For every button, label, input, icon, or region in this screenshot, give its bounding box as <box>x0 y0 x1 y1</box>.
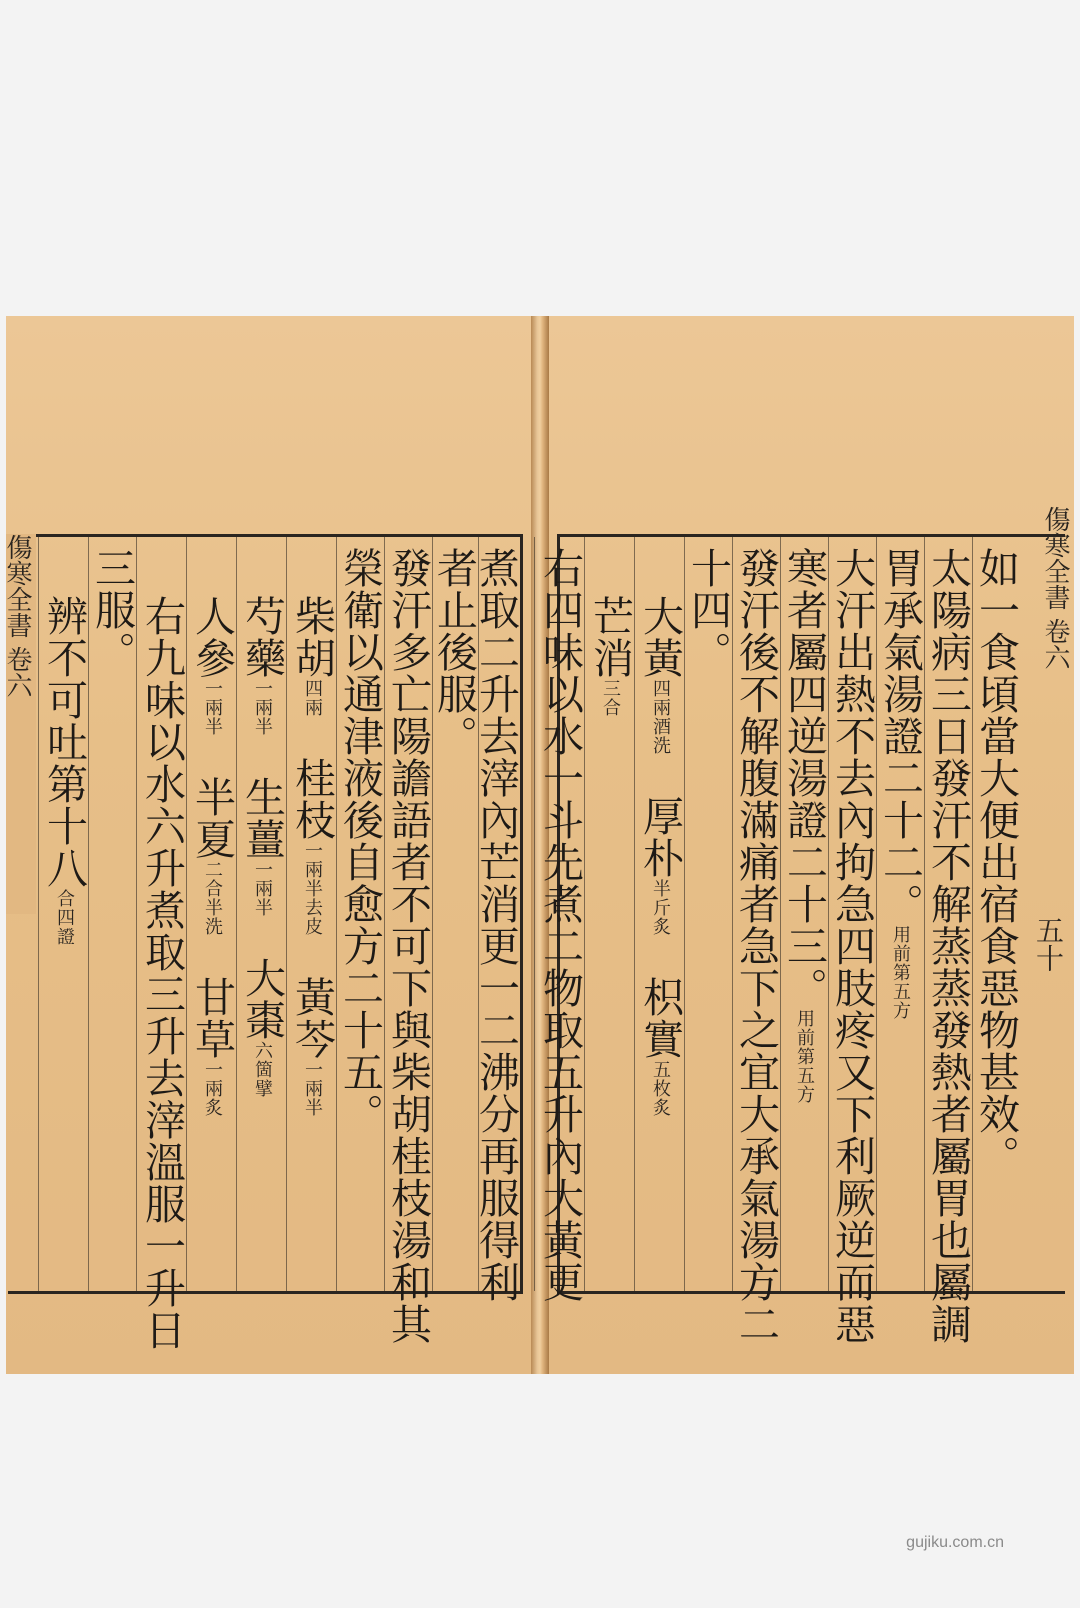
column-text: 發汗後不解腹滿痛者急下之宜大承氣湯方二 <box>732 547 780 1345</box>
text-column <box>924 537 972 1345</box>
ingredient-column <box>634 537 684 1291</box>
text-column <box>336 537 384 1291</box>
ingredient: 厚朴 <box>636 795 684 879</box>
dosage-note: 二合半 <box>202 860 223 917</box>
ingredient-column <box>236 537 286 1291</box>
dosage-note: 一兩半 <box>302 841 323 898</box>
text-column <box>780 537 828 1291</box>
ingredient: 芒消 <box>586 595 634 679</box>
column-text: 如一食頃當大便出宿食惡物甚效。 <box>972 547 1020 1177</box>
column-text: 三服。 <box>88 547 136 673</box>
column-text: 胃承氣湯證二十二。 <box>876 547 924 925</box>
ingredient: 芍藥 <box>238 595 286 679</box>
column-text: 太陽病三日發汗不解蒸蒸發熱者屬胃也屬調 <box>924 547 972 1345</box>
column-text: 榮衛以通津液後自愈方二十五。 <box>336 547 384 1135</box>
ingredient: 生薑 <box>238 776 286 860</box>
text-column <box>88 537 136 1291</box>
ingredient: 人參 <box>188 595 236 679</box>
site-watermark: gujiku.com.cn <box>906 1534 1004 1551</box>
reference-note: 用前第五方 <box>890 925 911 1020</box>
margin-subtitle: 卷六 <box>2 646 32 699</box>
reference-note: 用前第五方 <box>794 1009 815 1104</box>
ingredient-column <box>584 537 634 1291</box>
column-text: 寒者屬四逆湯證二十三。 <box>780 547 828 1009</box>
column-text: 右九味以水六升煮取三升去滓溫服一升日 <box>138 595 186 1351</box>
dosage-note: 一兩 <box>202 1060 223 1098</box>
ingredient: 桂枝 <box>288 757 336 841</box>
column-text: 大汗出熱不去內拘急四肢疼又下利厥逆而惡 <box>828 547 876 1345</box>
text-column <box>384 537 432 1345</box>
dosage-note: 一兩半 <box>252 679 273 736</box>
dosage-note: 洗 <box>202 917 223 936</box>
heading-note: 合四證 <box>54 889 75 946</box>
ingredient: 大黃 <box>636 595 684 679</box>
section-heading <box>38 537 88 1291</box>
ingredient: 柴胡 <box>288 595 336 679</box>
text-column <box>136 537 186 1351</box>
dosage-note: 五枚 <box>650 1060 671 1098</box>
text-column <box>732 537 780 1345</box>
right-page-margin-title <box>1036 506 1074 906</box>
left-page-frame <box>8 534 523 1351</box>
right-page <box>536 316 1074 1374</box>
dosage-note: 去皮 <box>302 898 323 936</box>
dosage-note: 炙 <box>650 917 671 936</box>
left-page <box>2 316 531 1374</box>
ingredient: 大棗 <box>238 957 286 1041</box>
text-column <box>876 537 924 1291</box>
column-text: 發汗多亡陽譫語者不可下與柴胡桂枝湯和其 <box>384 547 432 1345</box>
dosage-note: 炙 <box>202 1098 223 1117</box>
ingredient: 枳實 <box>636 976 684 1060</box>
dosage-note: 酒洗 <box>650 717 671 755</box>
column-text: 者止後服。 <box>430 547 478 757</box>
dosage-note: 炙 <box>650 1098 671 1117</box>
dosage-note: 四兩 <box>650 679 671 717</box>
column-text: 煮取二升去滓內芒消更一二沸分再服得利 <box>472 547 520 1303</box>
margin-title: 傷寒全書 <box>1040 506 1070 610</box>
text-column <box>472 537 520 1303</box>
margin-title: 傷寒全書 <box>2 534 32 638</box>
ingredient: 黃芩 <box>288 976 336 1060</box>
open-book <box>2 316 1074 1374</box>
text-column <box>684 537 732 1291</box>
text-column <box>972 537 1020 1291</box>
dosage-note: 一兩半 <box>252 860 273 917</box>
column-text: 右四味以水一斗先煮二物取五升內大黃更 <box>536 547 584 1303</box>
dosage-note: 一兩半 <box>202 679 223 736</box>
ingredient-column <box>286 537 336 1291</box>
dosage-note: 半斤 <box>650 879 671 917</box>
dosage-note: 三合 <box>600 679 621 717</box>
dosage-note: 四兩 <box>302 679 323 717</box>
text-column <box>828 537 876 1345</box>
ingredient-column <box>186 537 236 1291</box>
ingredient: 半夏 <box>188 776 236 860</box>
left-page-margin-title <box>2 534 36 914</box>
text-column <box>432 537 478 1291</box>
right-page-frame <box>536 534 1065 1345</box>
text-column <box>534 537 584 1303</box>
column-text: 辨不可吐第十八 <box>40 595 88 889</box>
ingredient: 甘草 <box>188 976 236 1060</box>
dosage-note: 擘 <box>252 1079 273 1098</box>
column-text: 十四。 <box>684 547 732 673</box>
dosage-note: 一兩半 <box>302 1060 323 1117</box>
margin-subtitle: 卷六 <box>1040 618 1070 671</box>
dosage-note: 六箇 <box>252 1041 273 1079</box>
folio-number: 五十 <box>1032 916 1065 972</box>
